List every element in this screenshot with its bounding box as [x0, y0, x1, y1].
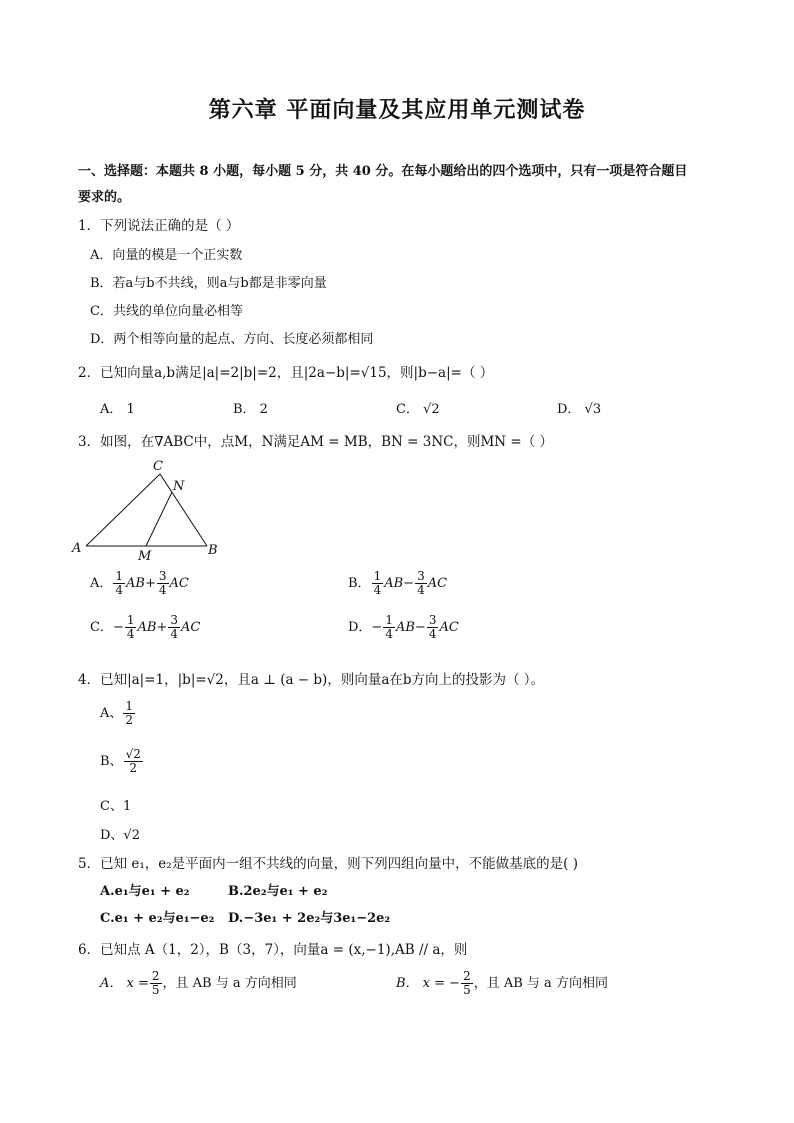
q3-option-b [348, 570, 447, 597]
fraction: $\frac{2}{5}$ [151, 969, 160, 997]
q2-option-a: A． 1 [100, 402, 135, 417]
option-prefix: D．− [348, 620, 383, 635]
operator: + [156, 620, 168, 635]
q6-stem: 6．已知点 A（1，2），B（3，7），向量a = (x,−1),AB // a，则 [78, 942, 468, 958]
q2-option-d: D． √3 [557, 402, 602, 417]
label-a: A [72, 541, 82, 556]
option-prefix: B、 [100, 754, 123, 769]
q2-stem: 2．已知向量a,b满足|a|=2|b|=2，且|2a−b|=√15，则|b−a|=（ ） [78, 365, 494, 381]
q5-option-d: D.−3e₁ + 2e₂与3e₁−2e₂ [228, 911, 391, 926]
q3-triangle-figure [70, 456, 230, 564]
operator: + [144, 576, 156, 591]
q4-option-a [100, 700, 136, 727]
q4-option-b [100, 748, 144, 775]
fraction: $\frac{3}{4}$ [170, 613, 178, 641]
q5-option-a: A.e₁与e₁ + e₂ [100, 884, 190, 899]
q1-option-a: A．向量的模是一个正实数 [90, 248, 243, 263]
vector-ab: AB [137, 620, 157, 635]
option-prefix: B． x = − [396, 976, 461, 991]
label-c: C [153, 459, 163, 474]
q6-option-b [396, 970, 608, 997]
fraction: $\frac{1}{2}$ [125, 699, 134, 727]
vector-ab: AB [384, 576, 404, 591]
q1-option-c: C．共线的单位向量必相等 [90, 304, 243, 319]
vector-ac: AC [169, 576, 189, 591]
fraction: $\frac{1}{4}$ [115, 569, 124, 597]
q6-option-a [100, 970, 297, 997]
q3-option-a [90, 570, 189, 597]
option-prefix: C．− [90, 620, 124, 635]
label-n: N [173, 479, 185, 494]
option-text: ，且 AB 与 a 方向相同 [473, 976, 608, 991]
fraction: $\frac{3}{4}$ [158, 569, 167, 597]
option-prefix: A． [90, 576, 113, 591]
vector-ac: AC [180, 620, 201, 635]
q2-option-c: C． √2 [396, 402, 440, 417]
label-m: M [138, 549, 152, 564]
fraction: $\frac{1}{4}$ [385, 613, 393, 641]
vector-ab: AB [395, 620, 415, 635]
q3-option-c [90, 614, 200, 641]
q3-option-d [348, 614, 459, 641]
option-prefix: A、 [100, 706, 123, 721]
q3-stem: 3．如图，在∇ABC中，点M，N满足AM = MB，BN = 3NC，则MN =（ ） [78, 434, 553, 450]
page-title: 第六章 平面向量及其应用单元测试卷 [208, 97, 586, 123]
section-heading-line2: 要求的。 [78, 190, 131, 205]
q2-option-b: B． 2 [233, 402, 268, 417]
fraction: $\frac{√2}{2}$ [125, 747, 141, 775]
fraction: $\frac{3}{4}$ [428, 613, 437, 641]
triangle-side-ac [86, 474, 160, 546]
segment-mn [146, 492, 172, 546]
q4-stem: 4．已知|a|=1，|b|=√2，且a ⊥ (a − b)，则向量a在b方向上的投影为（ ）。 [78, 672, 545, 688]
q4-option-d: D、√2 [100, 828, 140, 843]
fraction: $\frac{2}{5}$ [463, 969, 471, 997]
fraction: $\frac{3}{4}$ [417, 569, 425, 597]
option-text: ，且 AB 与 a 方向相同 [162, 976, 297, 991]
q1-option-b: B．若a与b不共线，则a与b都是非零向量 [90, 276, 327, 291]
fraction: $\frac{1}{4}$ [373, 569, 382, 597]
vector-ab: AB [126, 576, 145, 591]
vector-ac: AC [439, 620, 459, 635]
section-heading-line1: 一、选择题：本题共 8 小题，每小题 5 分，共 40 分。在每小题给出的四个选项中，只有一项是符合题目 [78, 164, 688, 179]
q1-option-d: D．两个相等向量的起点、方向、长度必须都相同 [90, 332, 374, 347]
q4-option-c: C、1 [100, 799, 132, 814]
q5-option-c: C.e₁ + e₂与e₁−e₂ [100, 911, 215, 926]
operator: − [403, 576, 415, 591]
label-b: B [208, 543, 218, 558]
q1-stem: 1．下列说法正确的是（ ） [78, 218, 240, 234]
fraction: $\frac{1}{4}$ [126, 613, 135, 641]
option-prefix: B． [348, 576, 371, 591]
q5-option-b: B.2e₂与e₁ + e₂ [228, 884, 328, 899]
option-prefix: A． x = [100, 976, 149, 991]
q5-stem: 5．已知 e₁，e₂是平面内一组不共线的向量，则下列四组向量中，不能做基底的是( ) [78, 856, 579, 872]
operator: − [414, 620, 426, 635]
vector-ac: AC [427, 576, 448, 591]
